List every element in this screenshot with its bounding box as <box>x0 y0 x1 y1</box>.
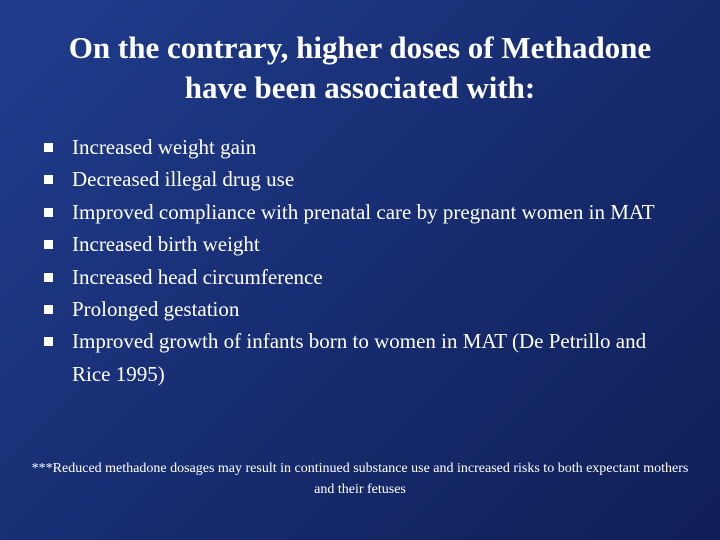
square-bullet-icon <box>44 337 53 346</box>
bullet-text: Increased weight gain <box>72 135 257 159</box>
bullet-item <box>44 325 684 390</box>
footnote: ***Reduced methadone dosages may result in continued substance use and increased risks to both expectant mothers and their fetuses <box>31 461 689 497</box>
bullet-list <box>44 131 684 390</box>
bullet-item <box>44 196 684 228</box>
slide-title: On the contrary, higher doses of Methadone have been associated with: <box>68 30 652 105</box>
bullet-text: Decreased illegal drug use <box>72 167 295 192</box>
bullet-text: Increased head circumference <box>72 264 323 289</box>
square-bullet-icon <box>44 273 53 282</box>
bullet-text: Increased birth weight <box>72 232 260 257</box>
square-bullet-icon <box>44 305 53 314</box>
bullet-item <box>44 228 684 260</box>
bullet-item <box>44 293 684 325</box>
bullet-item <box>44 131 684 163</box>
bullet-text: Improved growth of infants born to women in MAT (De Petrillo and Rice 1995) <box>72 329 647 386</box>
square-bullet-icon <box>44 208 53 217</box>
bullet-item <box>44 261 684 293</box>
bullet-text: Improved compliance with prenatal care by pregnant women in MAT <box>72 199 655 224</box>
square-bullet-icon <box>44 175 53 184</box>
square-bullet-icon <box>44 240 53 249</box>
bullet-item <box>44 163 684 195</box>
bullet-text: Prolonged gestation <box>72 297 240 322</box>
square-bullet-icon <box>44 143 53 152</box>
